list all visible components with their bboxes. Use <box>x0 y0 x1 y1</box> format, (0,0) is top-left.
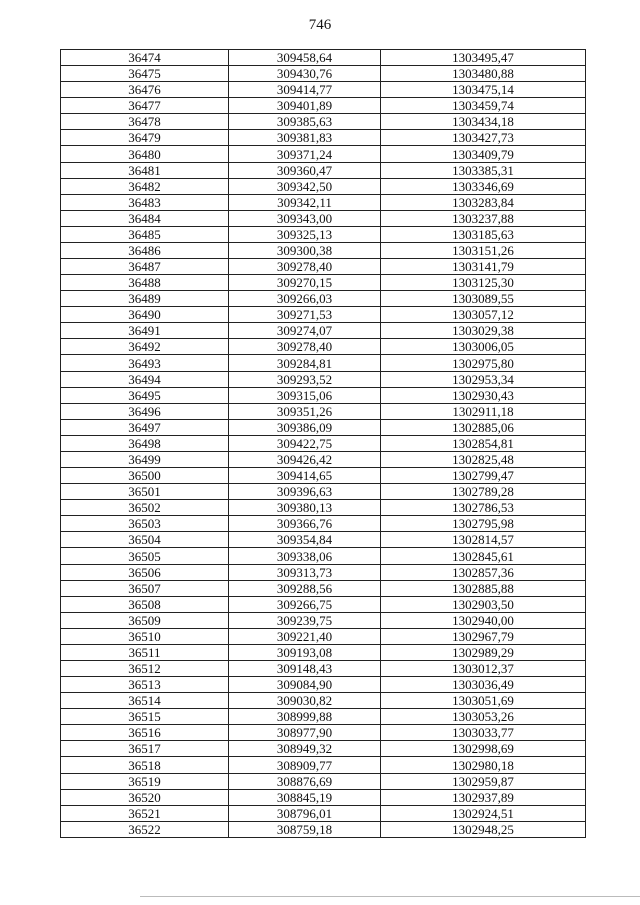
point-number-cell: 36476 <box>61 82 229 98</box>
x-coordinate-cell: 309278,40 <box>229 339 381 355</box>
table-row <box>61 66 586 82</box>
y-coordinate-cell: 1302930,43 <box>381 387 586 403</box>
table-row <box>61 162 586 178</box>
table-row <box>61 259 586 275</box>
table-row <box>61 693 586 709</box>
table-row <box>61 226 586 242</box>
table-row <box>61 709 586 725</box>
table-row <box>61 435 586 451</box>
x-coordinate-cell: 309422,75 <box>229 435 381 451</box>
point-number-cell: 36483 <box>61 194 229 210</box>
table-row <box>61 178 586 194</box>
point-number-cell: 36478 <box>61 114 229 130</box>
y-coordinate-cell: 1303151,26 <box>381 242 586 258</box>
point-number-cell: 36505 <box>61 548 229 564</box>
table-row <box>61 628 586 644</box>
y-coordinate-cell: 1303012,37 <box>381 660 586 676</box>
x-coordinate-cell: 308759,18 <box>229 821 381 837</box>
table-row <box>61 741 586 757</box>
y-coordinate-cell: 1302799,47 <box>381 468 586 484</box>
x-coordinate-cell: 309396,63 <box>229 484 381 500</box>
point-number-cell: 36480 <box>61 146 229 162</box>
table-row <box>61 323 586 339</box>
x-coordinate-cell: 309221,40 <box>229 628 381 644</box>
x-coordinate-cell: 309342,50 <box>229 178 381 194</box>
x-coordinate-cell: 308999,88 <box>229 709 381 725</box>
table-row <box>61 291 586 307</box>
x-coordinate-cell: 309351,26 <box>229 403 381 419</box>
y-coordinate-cell: 1303036,49 <box>381 677 586 693</box>
coordinates-table-container <box>60 49 585 838</box>
point-number-cell: 36515 <box>61 709 229 725</box>
table-row <box>61 242 586 258</box>
y-coordinate-cell: 1303006,05 <box>381 339 586 355</box>
y-coordinate-cell: 1302975,80 <box>381 355 586 371</box>
point-number-cell: 36474 <box>61 50 229 66</box>
point-number-cell: 36477 <box>61 98 229 114</box>
y-coordinate-cell: 1302786,53 <box>381 500 586 516</box>
point-number-cell: 36516 <box>61 725 229 741</box>
table-row <box>61 757 586 773</box>
y-coordinate-cell: 1302854,81 <box>381 435 586 451</box>
point-number-cell: 36506 <box>61 564 229 580</box>
point-number-cell: 36497 <box>61 419 229 435</box>
point-number-cell: 36518 <box>61 757 229 773</box>
y-coordinate-cell: 1303057,12 <box>381 307 586 323</box>
table-row <box>61 660 586 676</box>
y-coordinate-cell: 1302937,89 <box>381 789 586 805</box>
point-number-cell: 36488 <box>61 275 229 291</box>
point-number-cell: 36482 <box>61 178 229 194</box>
point-number-cell: 36489 <box>61 291 229 307</box>
x-coordinate-cell: 309354,84 <box>229 532 381 548</box>
x-coordinate-cell: 309274,07 <box>229 323 381 339</box>
table-row <box>61 387 586 403</box>
x-coordinate-cell: 309193,08 <box>229 644 381 660</box>
point-number-cell: 36509 <box>61 612 229 628</box>
point-number-cell: 36513 <box>61 677 229 693</box>
page-bottom-rule <box>140 896 640 897</box>
point-number-cell: 36511 <box>61 644 229 660</box>
table-row <box>61 484 586 500</box>
y-coordinate-cell: 1302789,28 <box>381 484 586 500</box>
point-number-cell: 36493 <box>61 355 229 371</box>
y-coordinate-cell: 1303053,26 <box>381 709 586 725</box>
point-number-cell: 36475 <box>61 66 229 82</box>
table-row <box>61 805 586 821</box>
y-coordinate-cell: 1302948,25 <box>381 821 586 837</box>
y-coordinate-cell: 1303475,14 <box>381 82 586 98</box>
table-row <box>61 210 586 226</box>
table-row <box>61 451 586 467</box>
y-coordinate-cell: 1303051,69 <box>381 693 586 709</box>
x-coordinate-cell: 309325,13 <box>229 226 381 242</box>
x-coordinate-cell: 309148,43 <box>229 660 381 676</box>
y-coordinate-cell: 1302857,36 <box>381 564 586 580</box>
table-row <box>61 355 586 371</box>
y-coordinate-cell: 1303346,69 <box>381 178 586 194</box>
x-coordinate-cell: 309315,06 <box>229 387 381 403</box>
point-number-cell: 36507 <box>61 580 229 596</box>
y-coordinate-cell: 1302795,98 <box>381 516 586 532</box>
table-row <box>61 773 586 789</box>
point-number-cell: 36498 <box>61 435 229 451</box>
table-row <box>61 307 586 323</box>
point-number-cell: 36490 <box>61 307 229 323</box>
x-coordinate-cell: 309430,76 <box>229 66 381 82</box>
point-number-cell: 36494 <box>61 371 229 387</box>
table-row <box>61 532 586 548</box>
x-coordinate-cell: 308876,69 <box>229 773 381 789</box>
table-row <box>61 644 586 660</box>
table-row <box>61 516 586 532</box>
point-number-cell: 36495 <box>61 387 229 403</box>
x-coordinate-cell: 309381,83 <box>229 130 381 146</box>
table-row <box>61 677 586 693</box>
x-coordinate-cell: 309426,42 <box>229 451 381 467</box>
point-number-cell: 36521 <box>61 805 229 821</box>
table-row <box>61 98 586 114</box>
table-row <box>61 596 586 612</box>
coordinates-table <box>60 49 586 838</box>
point-number-cell: 36487 <box>61 259 229 275</box>
table-row <box>61 371 586 387</box>
y-coordinate-cell: 1303427,73 <box>381 130 586 146</box>
x-coordinate-cell: 308977,90 <box>229 725 381 741</box>
x-coordinate-cell: 309293,52 <box>229 371 381 387</box>
y-coordinate-cell: 1302924,51 <box>381 805 586 821</box>
y-coordinate-cell: 1303409,79 <box>381 146 586 162</box>
x-coordinate-cell: 309366,76 <box>229 516 381 532</box>
point-number-cell: 36501 <box>61 484 229 500</box>
x-coordinate-cell: 309266,75 <box>229 596 381 612</box>
y-coordinate-cell: 1303141,79 <box>381 259 586 275</box>
x-coordinate-cell: 309300,38 <box>229 242 381 258</box>
x-coordinate-cell: 309030,82 <box>229 693 381 709</box>
x-coordinate-cell: 309401,89 <box>229 98 381 114</box>
point-number-cell: 36520 <box>61 789 229 805</box>
table-row <box>61 500 586 516</box>
y-coordinate-cell: 1302814,57 <box>381 532 586 548</box>
point-number-cell: 36508 <box>61 596 229 612</box>
y-coordinate-cell: 1303283,84 <box>381 194 586 210</box>
point-number-cell: 36517 <box>61 741 229 757</box>
point-number-cell: 36522 <box>61 821 229 837</box>
x-coordinate-cell: 309239,75 <box>229 612 381 628</box>
point-number-cell: 36496 <box>61 403 229 419</box>
y-coordinate-cell: 1303125,30 <box>381 275 586 291</box>
x-coordinate-cell: 308796,01 <box>229 805 381 821</box>
x-coordinate-cell: 309343,00 <box>229 210 381 226</box>
y-coordinate-cell: 1302953,34 <box>381 371 586 387</box>
x-coordinate-cell: 309360,47 <box>229 162 381 178</box>
x-coordinate-cell: 309380,13 <box>229 500 381 516</box>
y-coordinate-cell: 1303385,31 <box>381 162 586 178</box>
x-coordinate-cell: 309458,64 <box>229 50 381 66</box>
y-coordinate-cell: 1303033,77 <box>381 725 586 741</box>
table-row <box>61 548 586 564</box>
point-number-cell: 36486 <box>61 242 229 258</box>
table-row <box>61 789 586 805</box>
x-coordinate-cell: 309266,03 <box>229 291 381 307</box>
point-number-cell: 36500 <box>61 468 229 484</box>
table-row <box>61 725 586 741</box>
y-coordinate-cell: 1302989,29 <box>381 644 586 660</box>
y-coordinate-cell: 1303495,47 <box>381 50 586 66</box>
table-row <box>61 82 586 98</box>
table-row <box>61 580 586 596</box>
y-coordinate-cell: 1302845,61 <box>381 548 586 564</box>
x-coordinate-cell: 309414,77 <box>229 82 381 98</box>
point-number-cell: 36479 <box>61 130 229 146</box>
point-number-cell: 36484 <box>61 210 229 226</box>
y-coordinate-cell: 1303459,74 <box>381 98 586 114</box>
table-row <box>61 130 586 146</box>
page-number: 746 <box>308 17 332 33</box>
point-number-cell: 36514 <box>61 693 229 709</box>
x-coordinate-cell: 309084,90 <box>229 677 381 693</box>
point-number-cell: 36485 <box>61 226 229 242</box>
table-row <box>61 821 586 837</box>
point-number-cell: 36499 <box>61 451 229 467</box>
table-row <box>61 146 586 162</box>
y-coordinate-cell: 1302980,18 <box>381 757 586 773</box>
y-coordinate-cell: 1303089,55 <box>381 291 586 307</box>
x-coordinate-cell: 309271,53 <box>229 307 381 323</box>
x-coordinate-cell: 309338,06 <box>229 548 381 564</box>
y-coordinate-cell: 1303029,38 <box>381 323 586 339</box>
y-coordinate-cell: 1302959,87 <box>381 773 586 789</box>
point-number-cell: 36481 <box>61 162 229 178</box>
x-coordinate-cell: 308949,32 <box>229 741 381 757</box>
x-coordinate-cell: 308909,77 <box>229 757 381 773</box>
y-coordinate-cell: 1303434,18 <box>381 114 586 130</box>
y-coordinate-cell: 1302911,18 <box>381 403 586 419</box>
y-coordinate-cell: 1302885,88 <box>381 580 586 596</box>
table-row <box>61 275 586 291</box>
table-row <box>61 612 586 628</box>
x-coordinate-cell: 309414,65 <box>229 468 381 484</box>
x-coordinate-cell: 309385,63 <box>229 114 381 130</box>
y-coordinate-cell: 1303480,88 <box>381 66 586 82</box>
y-coordinate-cell: 1302885,06 <box>381 419 586 435</box>
point-number-cell: 36502 <box>61 500 229 516</box>
point-number-cell: 36491 <box>61 323 229 339</box>
point-number-cell: 36492 <box>61 339 229 355</box>
y-coordinate-cell: 1302825,48 <box>381 451 586 467</box>
table-row <box>61 564 586 580</box>
table-row <box>61 50 586 66</box>
y-coordinate-cell: 1303237,88 <box>381 210 586 226</box>
table-row <box>61 468 586 484</box>
x-coordinate-cell: 308845,19 <box>229 789 381 805</box>
x-coordinate-cell: 309313,73 <box>229 564 381 580</box>
y-coordinate-cell: 1302967,79 <box>381 628 586 644</box>
table-row <box>61 403 586 419</box>
coordinates-table-body <box>61 50 586 838</box>
y-coordinate-cell: 1303185,63 <box>381 226 586 242</box>
y-coordinate-cell: 1302903,50 <box>381 596 586 612</box>
x-coordinate-cell: 309278,40 <box>229 259 381 275</box>
point-number-cell: 36519 <box>61 773 229 789</box>
x-coordinate-cell: 309288,56 <box>229 580 381 596</box>
table-row <box>61 339 586 355</box>
table-row <box>61 114 586 130</box>
table-row <box>61 419 586 435</box>
point-number-cell: 36510 <box>61 628 229 644</box>
y-coordinate-cell: 1302998,69 <box>381 741 586 757</box>
y-coordinate-cell: 1302940,00 <box>381 612 586 628</box>
x-coordinate-cell: 309386,09 <box>229 419 381 435</box>
point-number-cell: 36504 <box>61 532 229 548</box>
x-coordinate-cell: 309371,24 <box>229 146 381 162</box>
x-coordinate-cell: 309342,11 <box>229 194 381 210</box>
table-row <box>61 194 586 210</box>
point-number-cell: 36512 <box>61 660 229 676</box>
x-coordinate-cell: 309284,81 <box>229 355 381 371</box>
point-number-cell: 36503 <box>61 516 229 532</box>
x-coordinate-cell: 309270,15 <box>229 275 381 291</box>
